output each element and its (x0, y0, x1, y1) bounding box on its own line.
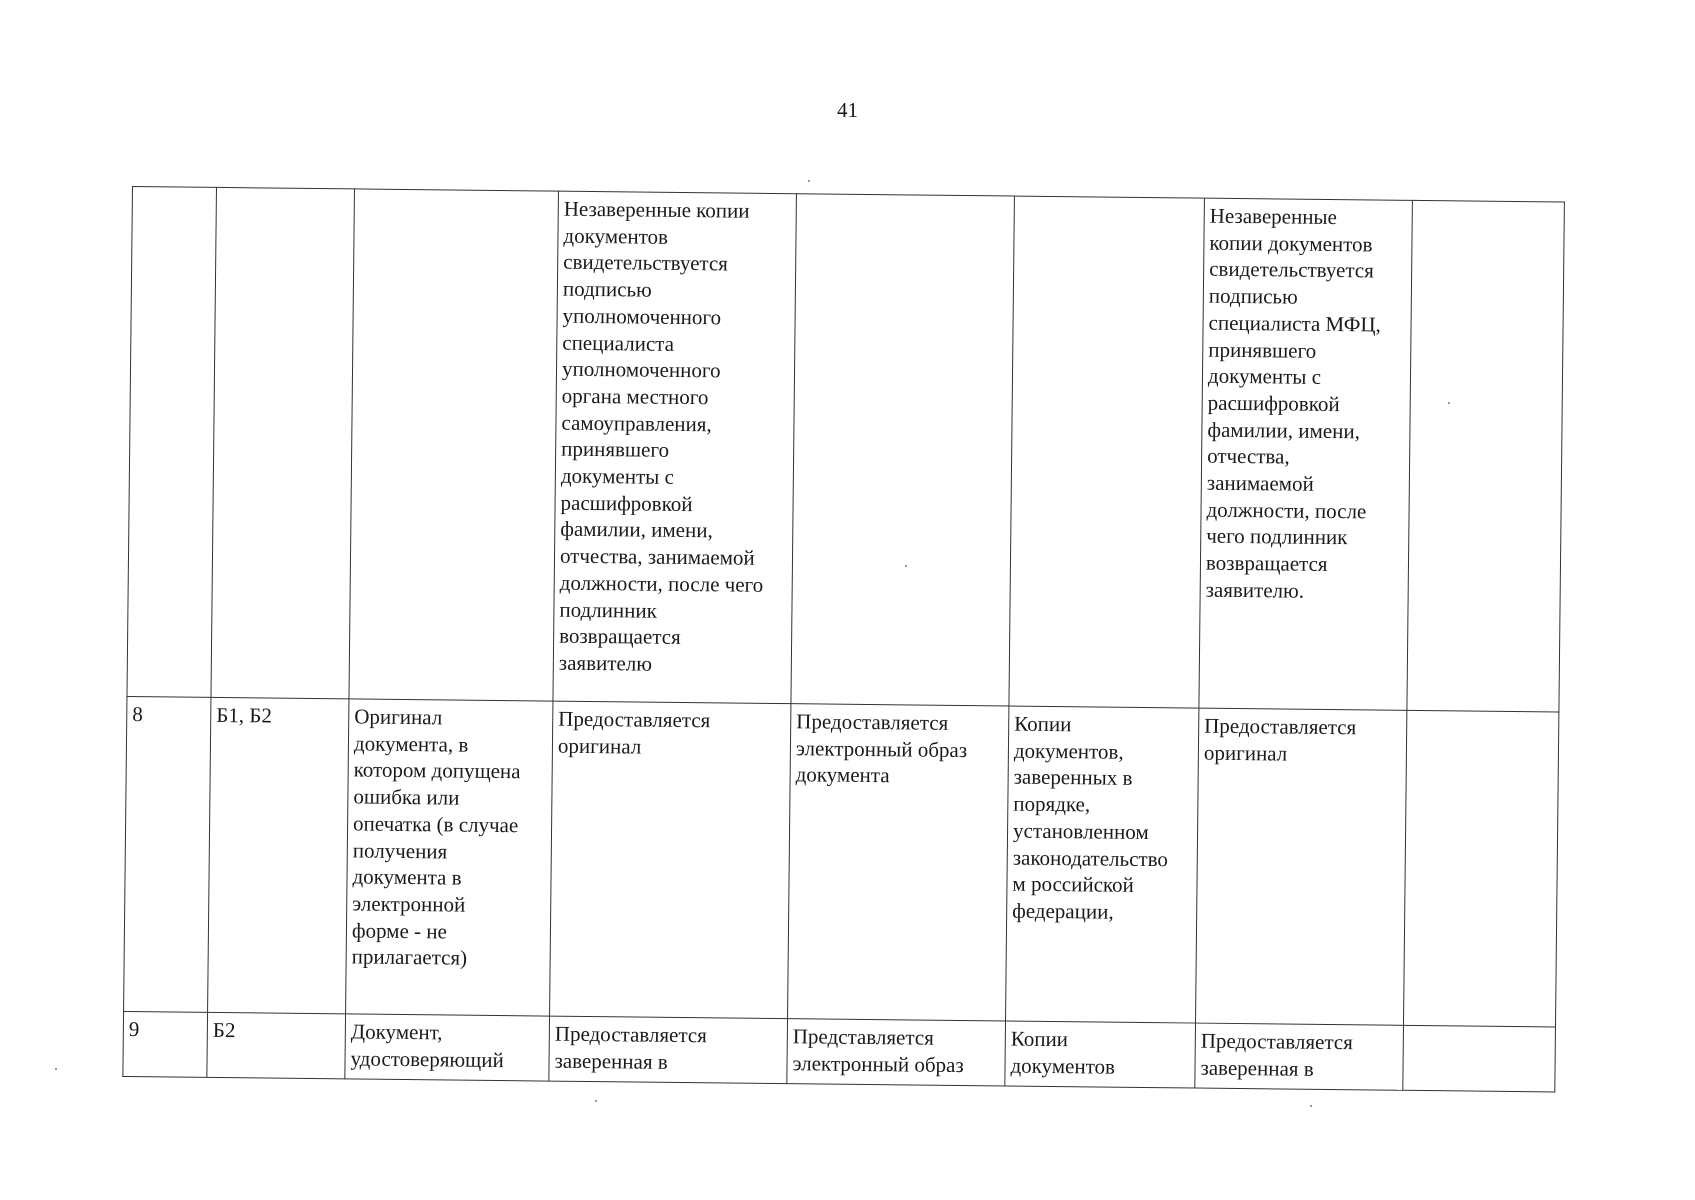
cell-category: Б2 (207, 1012, 346, 1078)
cell-number: 8 (124, 696, 211, 1012)
cell-requirement-mfc: Незаверенные копии документов свидетельствуется подписью специалиста МФЦ, принявшего документы с расшифровкой фамилии, имени, отчества, занимаемой должности, после чего подлинник возвращается заявителю. (1199, 198, 1413, 710)
scan-speck (55, 1068, 57, 1070)
cell-requirement-mfc: Предоставляется оригинал (1196, 708, 1407, 1025)
scan-speck (1310, 1105, 1312, 1107)
cell-requirement-local-authority: Незаверенные копии документов свидетельствуется подписью уполномоченного специалиста уполномоченного органа местного самоуправления, принявшего документы с расшифровкой фамилии, имени, отчества, занимаемой должности, после чего подлинник возвращается заявителю (553, 191, 797, 704)
cell-document-name: Оригинал документа, в котором допущена ошибка или опечатка (в случае получения документа в электронной форме - не прилагается) (346, 699, 553, 1016)
cell-requirement-local-authority: Предоставляется заверенная в (549, 1016, 788, 1084)
cell-requirement-electronic (791, 194, 1015, 706)
cell-notes (1403, 1025, 1556, 1092)
scan-speck (808, 180, 810, 182)
scan-speck (595, 1100, 597, 1102)
scan-speck (905, 565, 907, 567)
cell-requirement-electronic: Представляется электронный образ (787, 1019, 1006, 1086)
cell-requirement-mail: Копии документов, заверенных в порядке, установленном законодательство м российской федерации, (1006, 706, 1199, 1023)
cell-document-name: Документ, удостоверяющий (345, 1014, 550, 1081)
cell-notes (1407, 200, 1565, 712)
cell-document-name (349, 189, 559, 701)
cell-number (127, 187, 217, 698)
scan-speck (1448, 402, 1450, 404)
cell-requirement-mail (1009, 196, 1205, 708)
cell-category (211, 187, 355, 698)
cell-requirement-electronic: Предоставляется электронный образ документа (788, 704, 1009, 1021)
cell-notes (1403, 710, 1558, 1027)
cell-requirement-mfc: Предоставляется заверенная в (1195, 1023, 1404, 1090)
cell-number: 9 (123, 1011, 208, 1077)
cell-requirement-local-authority: Предоставляется оригинал (550, 701, 791, 1019)
page-number: 41 (837, 98, 858, 122)
table-row (127, 187, 1564, 712)
cell-category: Б1, Б2 (208, 697, 349, 1013)
cell-requirement-mail: Копии документов (1005, 1021, 1196, 1088)
table-row (124, 696, 1559, 1026)
documents-table (122, 186, 1565, 1092)
